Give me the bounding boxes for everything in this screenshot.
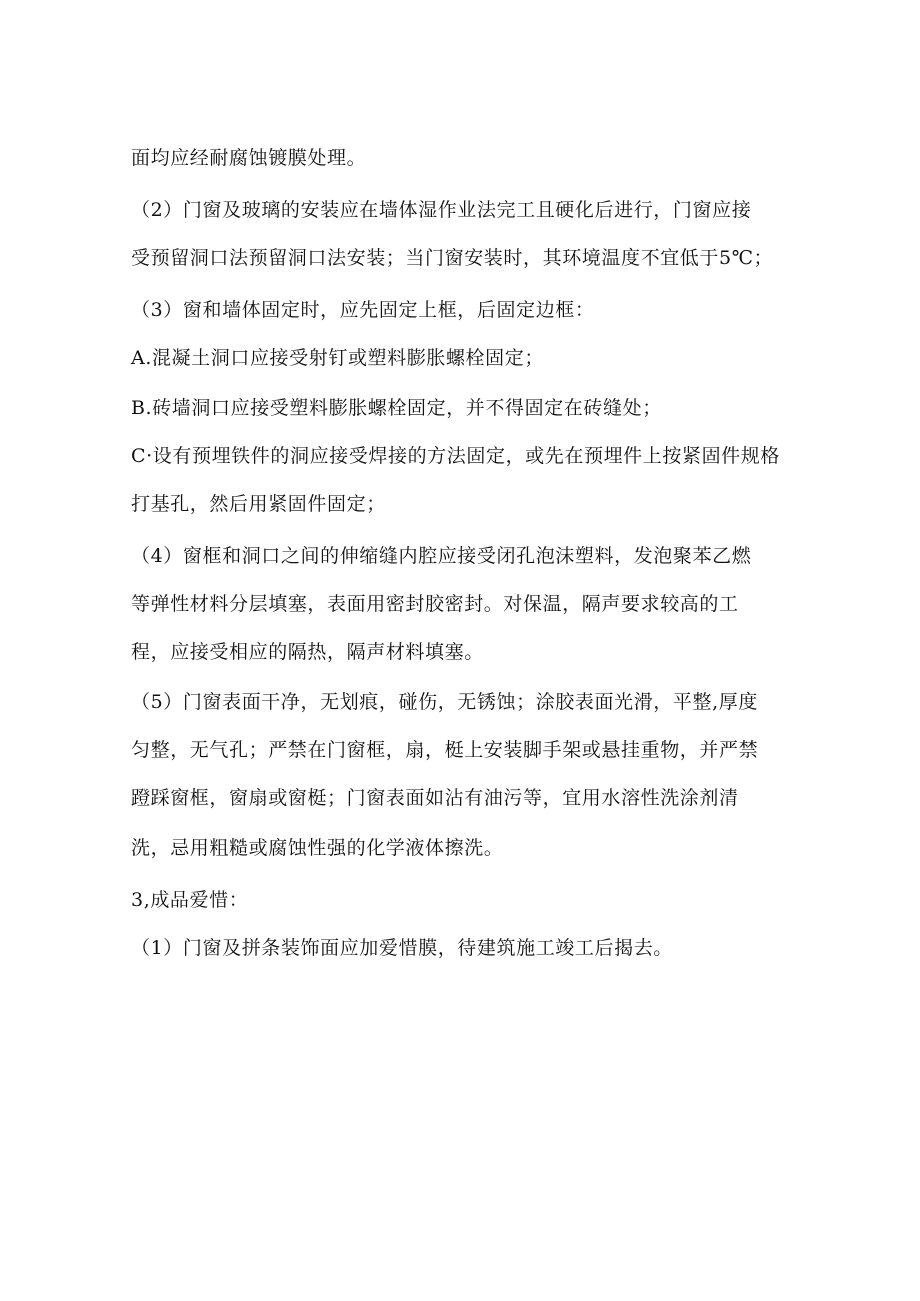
text-line-14: 蹬踩窗框，窗扇或窗梃；门窗表面如沾有油污等，宜用水溶性洗涂剂清 <box>131 787 739 809</box>
text-line-9: （4）窗框和洞口之间的伸缩缝内腔应接受闭孔泡沫塑料，发泡聚苯乙燃 <box>131 545 752 567</box>
text-line-10: 等弹性材料分层填塞，表面用密封胶密封。对保温，隔声要求较高的工 <box>131 593 739 615</box>
text-line-8: 打基孔，然后用紧固件固定； <box>131 493 386 515</box>
text-line-2: （2）门窗及玻璃的安装应在墙体湿作业法完工且硬化后进行，门窗应接 <box>131 199 752 221</box>
text-line-15: 洗，忌用粗糙或腐蚀性强的化学液体擦洗。 <box>131 837 504 859</box>
text-line-7: C·设有预埋铁件的洞应接受焊接的方法固定，或先在预埋件上按紧固件规格 <box>131 445 780 467</box>
text-line-5: A.混凝土洞口应接受射钉或塑料膨胀螺栓固定； <box>131 347 544 369</box>
text-line-13: 匀整，无气孔；严禁在门窗框，扇，梃上安装脚手架或悬挂重物，并严禁 <box>131 739 759 761</box>
text-line-16: 3,成品爱惜： <box>131 889 249 911</box>
text-line-6: B.砖墙洞口应接受塑料膨胀螺栓固定，并不得固定在砖缝处； <box>131 397 662 419</box>
text-line-4: （3）窗和墙体固定时，应先固定上框，后固定边框： <box>131 299 595 321</box>
text-line-1: 面均应经耐腐蚀镀膜处理。 <box>131 147 367 169</box>
text-line-12: （5）门窗表面干净，无划痕，碰伤，无锈蚀；涂胶表面光滑，平整,厚度 <box>131 691 758 713</box>
text-line-17: （1）门窗及拼条装饰面应加爱惜膜，待建筑施工竣工后揭去。 <box>131 937 673 959</box>
text-line-11: 程，应接受相应的隔热，隔声材料填塞。 <box>131 641 484 663</box>
text-line-3: 受预留洞口法预留洞口法安装；当门窗安装时，其环境温度不宜低于5℃； <box>131 247 774 269</box>
